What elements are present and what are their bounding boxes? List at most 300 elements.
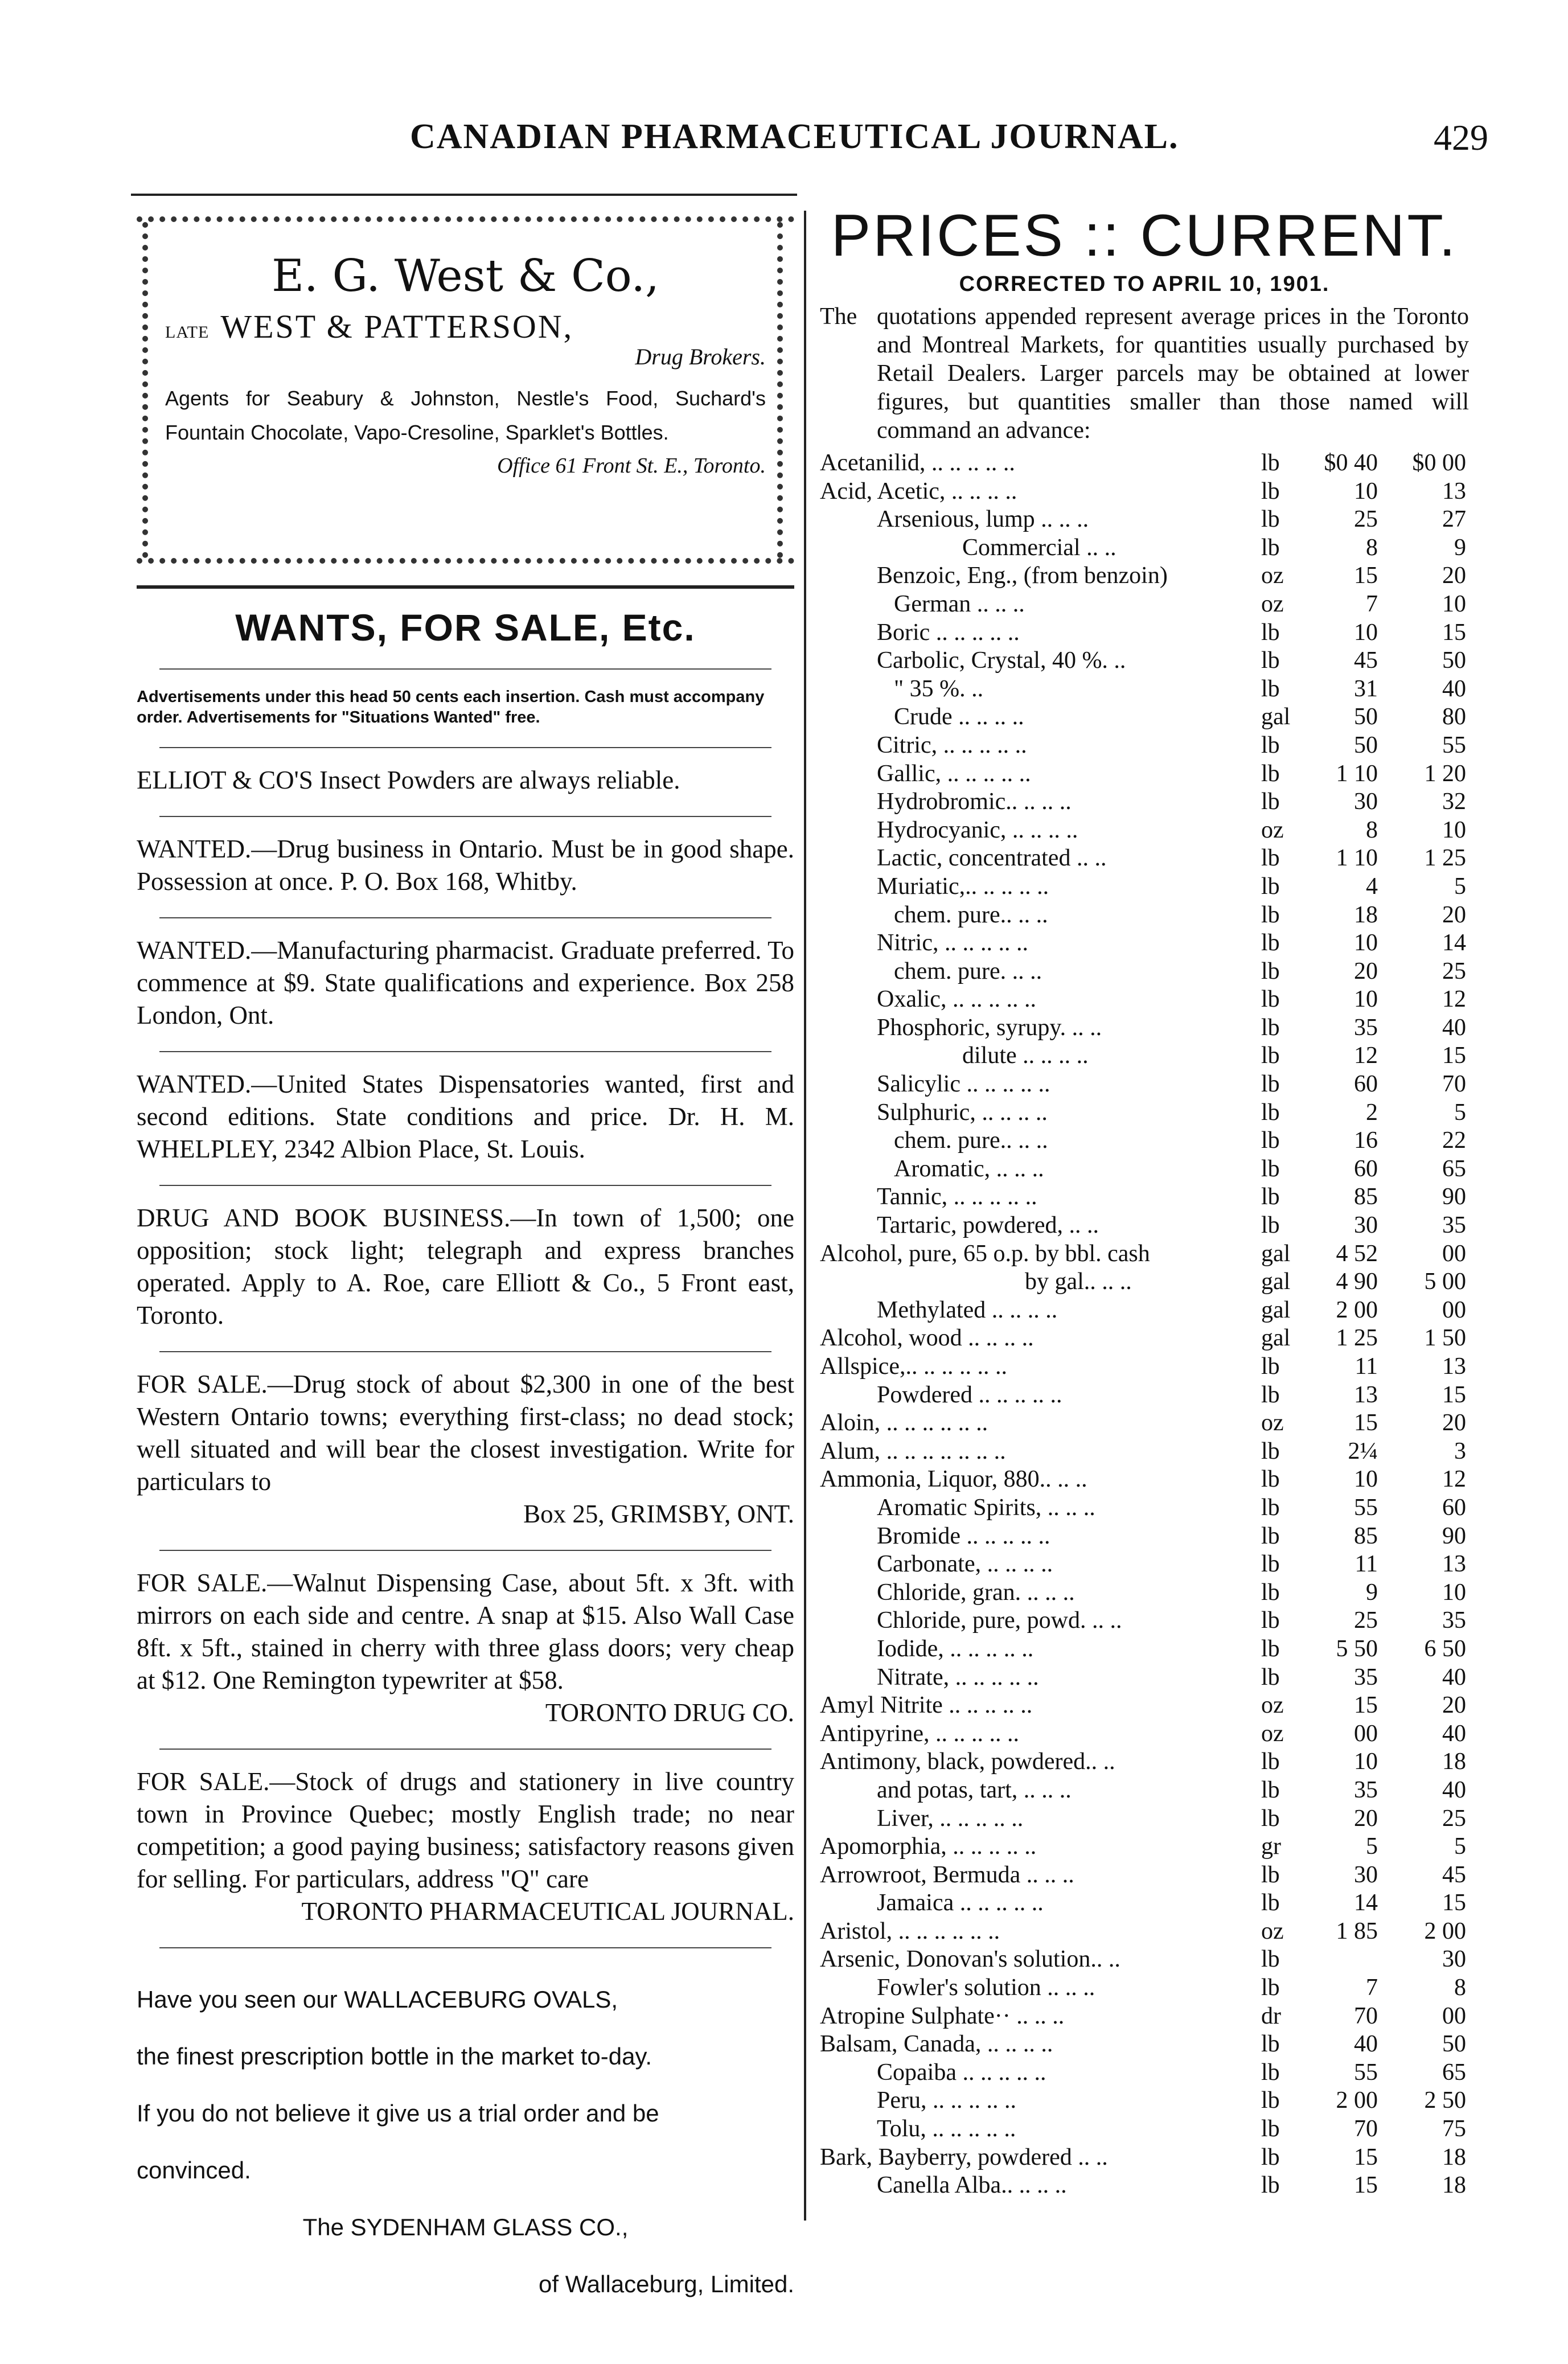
price-low: 15 [1354,1692,1378,1719]
agents-text: Agents for Seabury & Johnston, Nestle's Food, Suchard's Fountain Chocolate, Vapo-Cresoline, Sparklet's Bottles. [165,387,766,444]
late-firm: WEST & PATTERSON, [220,308,574,345]
item-unit: lb [1261,1946,1280,1973]
price-row [820,1438,1469,1466]
classified-ad [137,1368,794,1530]
late-prefix: LATE [165,323,210,342]
price-row [820,901,1469,930]
price-row [820,2087,1469,2115]
classified-ad [137,764,794,797]
price-low: 85 [1354,1184,1378,1210]
price-high: 40 [1442,675,1466,702]
price-low: 10 [1354,930,1378,957]
price-row [820,1889,1469,1918]
intro-text: quotations appended represent average prices in the Toronto and Montreal Markets, for quantities usually purchased by Retail Dealers. Larger parcels may be obtained at lower figures, but quantities smaller than those named will command an advance: [877,303,1469,444]
price-low: 31 [1354,675,1378,702]
item-name: Iodide, .. .. .. .. .. [877,1635,1034,1662]
prices-title: PRICES :: CURRENT. [831,203,1458,269]
price-high: 12 [1442,986,1466,1013]
classified-ad [137,1068,794,1165]
item-unit: lb [1261,619,1280,646]
price-high: 1 50 [1424,1325,1466,1352]
closing-line-2: the finest prescription bottle in the market to-day. [137,2043,652,2070]
classified-ad [137,934,794,1032]
price-low: 1 10 [1336,760,1378,787]
divider [159,1051,771,1052]
price-low: 15 [1354,2172,1378,2199]
price-high: 40 [1442,1776,1466,1803]
price-row [820,1720,1469,1749]
item-unit: lb [1261,1043,1280,1069]
price-row [820,534,1469,563]
item-name: Powdered .. .. .. .. .. [877,1381,1062,1408]
item-unit: lb [1261,2059,1280,2086]
item-unit: lb [1261,478,1280,504]
price-high: 40 [1442,1014,1466,1041]
item-name: Alcohol, pure, 65 o.p. by bbl. cash [820,1240,1150,1267]
item-name: Atropine Sulphate·· .. .. .. [820,2002,1065,2029]
item-name: Citric, .. .. .. .. .. [877,732,1027,758]
item-unit: oz [1261,1692,1284,1719]
price-low: 35 [1354,1014,1378,1041]
left-column [137,216,794,2313]
price-high: 15 [1442,1043,1466,1069]
item-unit: lb [1261,450,1280,476]
price-high: 25 [1442,1805,1466,1832]
price-high: 20 [1442,901,1466,928]
price-row [820,478,1469,506]
price-high: 14 [1442,930,1466,957]
classified-ad [137,1766,794,1928]
price-high: 1 25 [1424,845,1466,872]
item-name: Tartaric, powdered, .. .. [877,1212,1099,1239]
item-unit: lb [1261,1353,1280,1380]
item-name: Aristol, .. .. .. .. .. .. [820,1918,1000,1944]
price-low: 9 [1366,1579,1378,1606]
price-row [820,1635,1469,1664]
item-unit: gal [1261,1325,1291,1352]
item-name: Chloride, pure, powd. .. .. [877,1607,1122,1634]
price-low: 8 [1366,816,1378,843]
price-low: 15 [1354,563,1378,589]
item-unit: lb [1261,1635,1280,1662]
ad-text: WANTED.—Manufacturing pharmacist. Graduate preferred. To commence at $9. State qualifications and experience. Box 258 London, Ont. [137,936,794,1029]
price-high: 9 [1454,534,1466,561]
price-high: 25 [1442,958,1466,984]
price-low: 30 [1354,1212,1378,1239]
price-low: 1 10 [1336,845,1378,872]
price-row [820,449,1469,478]
price-high: 75 [1442,2116,1466,2143]
price-high: 18 [1442,2172,1466,2199]
advertising-note: Advertisements under this head 50 cents each insertion. Cash must accompany order. Advertisements for "Situations Wanted" free. [137,688,765,727]
item-name: chem. pure. .. .. [894,958,1042,984]
divider [159,1185,771,1186]
price-row [820,1607,1469,1635]
item-name: Arsenic, Donovan's solution.. .. [820,1946,1120,1973]
item-unit: lb [1261,2144,1280,2170]
item-name: Arsenious, lump .. .. .. [877,506,1089,533]
price-high: 32 [1442,789,1466,815]
ad-text: WANTED.—Drug business in Ontario. Must be in good shape. Possession at once. P. O. Box 168, Whitby. [137,835,794,896]
price-row [820,1974,1469,2002]
item-unit: lb [1261,1184,1280,1210]
item-name: Chloride, gran. .. .. .. [877,1579,1075,1606]
price-row [820,1155,1469,1184]
item-unit: lb [1261,2031,1280,2058]
price-low: 4 52 [1336,1240,1378,1267]
price-row [820,1353,1469,1381]
item-name: Lactic, concentrated .. .. [877,845,1107,872]
price-high: 20 [1442,1692,1466,1719]
price-row [820,986,1469,1014]
price-low: 2 00 [1336,1296,1378,1323]
item-name: Aromatic, .. .. .. [894,1155,1044,1182]
price-high: 5 [1454,873,1466,900]
price-row [820,2144,1469,2172]
company-location: of Wallaceburg, Limited. [539,2271,794,2297]
price-row [820,1014,1469,1043]
price-row [820,1466,1469,1494]
late-line [165,307,766,346]
price-low: 11 [1354,1353,1378,1380]
price-row [820,1324,1469,1353]
page-number: 429 [1434,117,1488,158]
price-low: 30 [1354,1861,1378,1888]
price-row [820,1805,1469,1833]
item-name: German .. .. .. [894,590,1025,617]
item-name: chem. pure.. .. .. [894,1127,1048,1154]
price-row [820,1833,1469,1861]
price-high: 20 [1442,1410,1466,1437]
price-low: 50 [1354,732,1378,758]
price-row [820,1042,1469,1070]
price-high: 1 20 [1424,760,1466,787]
price-low: 10 [1354,619,1378,646]
item-name: Ammonia, Liquor, 880.. .. .. [820,1466,1087,1493]
price-row [820,1127,1469,1155]
item-unit: oz [1261,816,1284,843]
price-low: 2¼ [1348,1438,1378,1464]
price-high: 40 [1442,1720,1466,1747]
item-unit: lb [1261,901,1280,928]
item-unit: lb [1261,1127,1280,1154]
price-low: 25 [1354,1607,1378,1634]
price-low: 25 [1354,506,1378,533]
price-table [820,449,1469,2200]
item-name: Peru, .. .. .. .. .. [877,2087,1016,2114]
price-low: 5 50 [1336,1635,1378,1662]
price-row [820,1240,1469,1269]
item-name: Canella Alba.. .. .. .. [877,2172,1067,2199]
item-unit: lb [1261,2087,1280,2114]
item-name: Arrowroot, Bermuda .. .. .. [820,1861,1074,1888]
price-row [820,929,1469,958]
price-row [820,2002,1469,2031]
price-high: 27 [1442,506,1466,533]
price-row [820,1409,1469,1438]
divider [159,1749,771,1750]
ad-text: FOR SALE.—Drug stock of about $2,300 in one of the best Western Ontario towns; everything first-class; no dead stock; well situated and will bear the closest investigation. Write for particulars to [137,1370,794,1496]
classified-ad [137,833,794,898]
item-unit: lb [1261,1071,1280,1098]
divider [159,917,771,918]
price-high: 13 [1442,1353,1466,1380]
corrected-date: CORRECTED TO APRIL 10, 1901. [959,272,1330,296]
item-name: Sulphuric, .. .. .. .. [877,1099,1048,1126]
price-high: 3 [1454,1438,1466,1464]
item-unit: oz [1261,563,1284,589]
west-advertisement [137,216,794,564]
divider [159,747,771,748]
ad-signature: TORONTO PHARMACEUTICAL JOURNAL. [301,1897,794,1926]
price-high: 65 [1442,1155,1466,1182]
price-high: 15 [1442,1890,1466,1916]
price-low: 70 [1354,2116,1378,2143]
price-row [820,873,1469,901]
price-low: 12 [1354,1043,1378,1069]
price-high: 10 [1442,590,1466,617]
journal-title: CANADIAN PHARMACEUTICAL JOURNAL. [410,117,1179,156]
price-row [820,1692,1469,1720]
prices-intro [820,302,1469,445]
item-unit: lb [1261,1975,1280,2001]
price-high: 45 [1442,1861,1466,1888]
item-unit: lb [1261,732,1280,758]
price-high: 00 [1442,1296,1466,1323]
item-unit: lb [1261,1099,1280,1126]
item-unit: lb [1261,1212,1280,1239]
item-name: Apomorphia, .. .. .. .. .. [820,1833,1037,1860]
price-high: 10 [1442,1579,1466,1606]
item-name: Allspice,.. .. .. .. .. .. [820,1353,1007,1380]
item-name: Hydrobromic.. .. .. .. [877,789,1072,815]
price-high: 50 [1442,647,1466,674]
divider [159,668,771,670]
price-low: 14 [1354,1890,1378,1916]
price-low: 4 90 [1336,1269,1378,1295]
price-row [820,760,1469,789]
drug-brokers: Drug Brokers. [635,344,766,370]
wants-heading: WANTS, FOR SALE, Etc. [137,585,794,649]
sydenham-advertisement [137,1971,794,2313]
price-high: 5 [1454,1099,1466,1126]
price-row [820,1550,1469,1579]
item-unit: oz [1261,1720,1284,1747]
price-high: 90 [1442,1522,1466,1549]
price-low: 1 85 [1336,1918,1378,1944]
price-row [820,506,1469,534]
divider [159,1550,771,1551]
item-name: Liver, .. .. .. .. .. [877,1805,1024,1832]
item-unit: lb [1261,1438,1280,1464]
price-row [820,703,1469,732]
price-high: 30 [1442,1946,1466,1973]
price-low: 7 [1366,1975,1378,2001]
price-row [820,2030,1469,2059]
price-low: 18 [1354,901,1378,928]
price-row [820,647,1469,675]
price-low: 16 [1354,1127,1378,1154]
closing-line-3: If you do not believe it give us a trial order and be [137,2100,659,2127]
item-name: " 35 %. .. [894,675,984,702]
closing-line-1: Have you seen our WALLACEBURG OVALS, [137,1986,618,2013]
item-name: Bromide .. .. .. .. .. [877,1522,1050,1549]
item-unit: lb [1261,1861,1280,1888]
price-high: 90 [1442,1184,1466,1210]
item-unit: lb [1261,647,1280,674]
item-name: Carbolic, Crystal, 40 %. .. [877,647,1126,674]
price-low: 10 [1354,478,1378,504]
price-high: 13 [1442,478,1466,504]
price-low: 55 [1354,1494,1378,1521]
price-low: 10 [1354,986,1378,1013]
ad-signature: TORONTO DRUG CO. [545,1698,794,1727]
item-unit: lb [1261,930,1280,957]
price-row [820,732,1469,760]
price-high: 40 [1442,1664,1466,1690]
item-name: Carbonate, .. .. .. .. [877,1551,1053,1578]
divider [159,816,771,817]
classified-ad [137,1202,794,1332]
price-row [820,788,1469,816]
price-row [820,844,1469,873]
item-unit: lb [1261,873,1280,900]
item-name: Aromatic Spirits, .. .. .. [877,1494,1095,1521]
classified-ads [137,764,794,1928]
price-low: 70 [1354,2002,1378,2029]
item-name: Tolu, .. .. .. .. .. [877,2116,1016,2143]
price-low: 2 [1366,1099,1378,1126]
price-high: 10 [1442,816,1466,843]
item-unit: lb [1261,958,1280,984]
item-unit: lb [1261,1551,1280,1578]
divider [159,1351,771,1352]
ad-text: DRUG AND BOOK BUSINESS.—In town of 1,500; one opposition; stock light; telegraph and express branches operated. Apply to A. Roe, care Elliott & Co., 5 Front east, Toronto. [137,1204,794,1329]
price-low: 60 [1354,1071,1378,1098]
price-row [820,619,1469,647]
item-unit: lb [1261,2172,1280,2199]
price-row [820,1296,1469,1325]
price-row [820,1946,1469,1974]
item-name: chem. pure.. .. .. [894,901,1048,928]
company-name: The SYDENHAM GLASS CO., [302,2214,629,2240]
item-unit: lb [1261,760,1280,787]
item-unit: lb [1261,1522,1280,1549]
item-unit: lb [1261,1890,1280,1916]
item-unit: lb [1261,1381,1280,1408]
price-low: 00 [1354,1720,1378,1747]
price-low: $0 40 [1324,450,1378,476]
price-row [820,2059,1469,2087]
price-row [820,590,1469,619]
firm-name: E. G. West & Co., [272,251,659,302]
price-low: 10 [1354,1466,1378,1493]
price-low: 4 [1366,873,1378,900]
price-row [820,562,1469,590]
item-unit: gal [1261,1296,1291,1323]
price-low: 30 [1354,789,1378,815]
divider [159,1947,771,1948]
price-high: 18 [1442,2144,1466,2170]
price-high: 00 [1442,2002,1466,2029]
item-unit: gal [1261,704,1291,730]
item-unit: lb [1261,534,1280,561]
price-row [820,2172,1469,2200]
item-name: Copaiba .. .. .. .. .. [877,2059,1046,2086]
item-unit: lb [1261,1014,1280,1041]
price-low: 13 [1354,1381,1378,1408]
item-name: Boric .. .. .. .. .. [877,619,1020,646]
item-name: Acetanilid, .. .. .. .. .. [820,450,1015,476]
ad-text: WANTED.—United States Dispensatories wanted, first and second editions. State conditions and price. Dr. H. M. WHELPLEY, 2342 Albion Place, St. Louis. [137,1070,794,1163]
item-name: Alum, .. .. .. .. .. .. .. [820,1438,1006,1464]
item-unit: lb [1261,1749,1280,1775]
price-high: 18 [1442,1749,1466,1775]
price-high: 35 [1442,1607,1466,1634]
item-name: Fowler's solution .. .. .. [877,1975,1095,2001]
price-high: 50 [1442,2031,1466,2058]
item-unit: lb [1261,1494,1280,1521]
price-low: 85 [1354,1522,1378,1549]
price-high: 15 [1442,619,1466,646]
ad-text: FOR SALE.—Walnut Dispensing Case, about 5ft. x 3ft. with mirrors on each side and centre. A snap at $15. Also Wall Case 8ft. x 5ft., stained in cherry with three glass doors; very cheap at $12. One Remington typewriter at $58. [137,1569,794,1694]
price-high: 35 [1442,1212,1466,1239]
price-row [820,2115,1469,2144]
price-high: 2 00 [1424,1918,1466,1944]
price-low: 45 [1354,647,1378,674]
price-high: 80 [1442,704,1466,730]
item-name: Commercial .. .. [962,534,1117,561]
item-name: Benzoic, Eng., (from benzoin) [877,563,1168,589]
price-low: 20 [1354,1805,1378,1832]
price-row [820,1522,1469,1551]
price-low: 35 [1354,1776,1378,1803]
item-unit: lb [1261,506,1280,533]
classified-ad [137,1567,794,1729]
item-unit: lb [1261,2116,1280,2143]
item-name: Oxalic, .. .. .. .. .. [877,986,1036,1013]
item-name: Crude .. .. .. .. [894,704,1024,730]
item-name: Acid, Acetic, .. .. .. .. [820,478,1017,504]
price-low: 50 [1354,704,1378,730]
price-low: 60 [1354,1155,1378,1182]
price-high: 00 [1442,1240,1466,1267]
price-row [820,1579,1469,1607]
right-column [820,202,1469,2200]
item-unit: oz [1261,1410,1284,1437]
price-high: 15 [1442,1381,1466,1408]
item-unit: lb [1261,1607,1280,1634]
header-rule [131,194,797,196]
price-row [820,1664,1469,1692]
price-high: $0 00 [1412,450,1466,476]
price-row [820,1212,1469,1240]
price-row [820,675,1469,704]
item-name: by gal.. .. .. [1025,1269,1132,1295]
price-low: 10 [1354,1749,1378,1775]
price-low: 15 [1354,1410,1378,1437]
item-name: Phosphoric, syrupy. .. .. [877,1014,1102,1041]
closing-line-4: convinced. [137,2157,251,2184]
item-unit: lb [1261,1466,1280,1493]
item-name: and potas, tart, .. .. .. [877,1776,1072,1803]
item-unit: gal [1261,1269,1291,1295]
item-unit: lb [1261,986,1280,1013]
ad-text: ELLIOT & CO'S Insect Powders are always reliable. [137,766,680,794]
item-name: Gallic, .. .. .. .. .. [877,760,1031,787]
item-name: Bark, Bayberry, powdered .. .. [820,2144,1108,2170]
item-unit: oz [1261,590,1284,617]
